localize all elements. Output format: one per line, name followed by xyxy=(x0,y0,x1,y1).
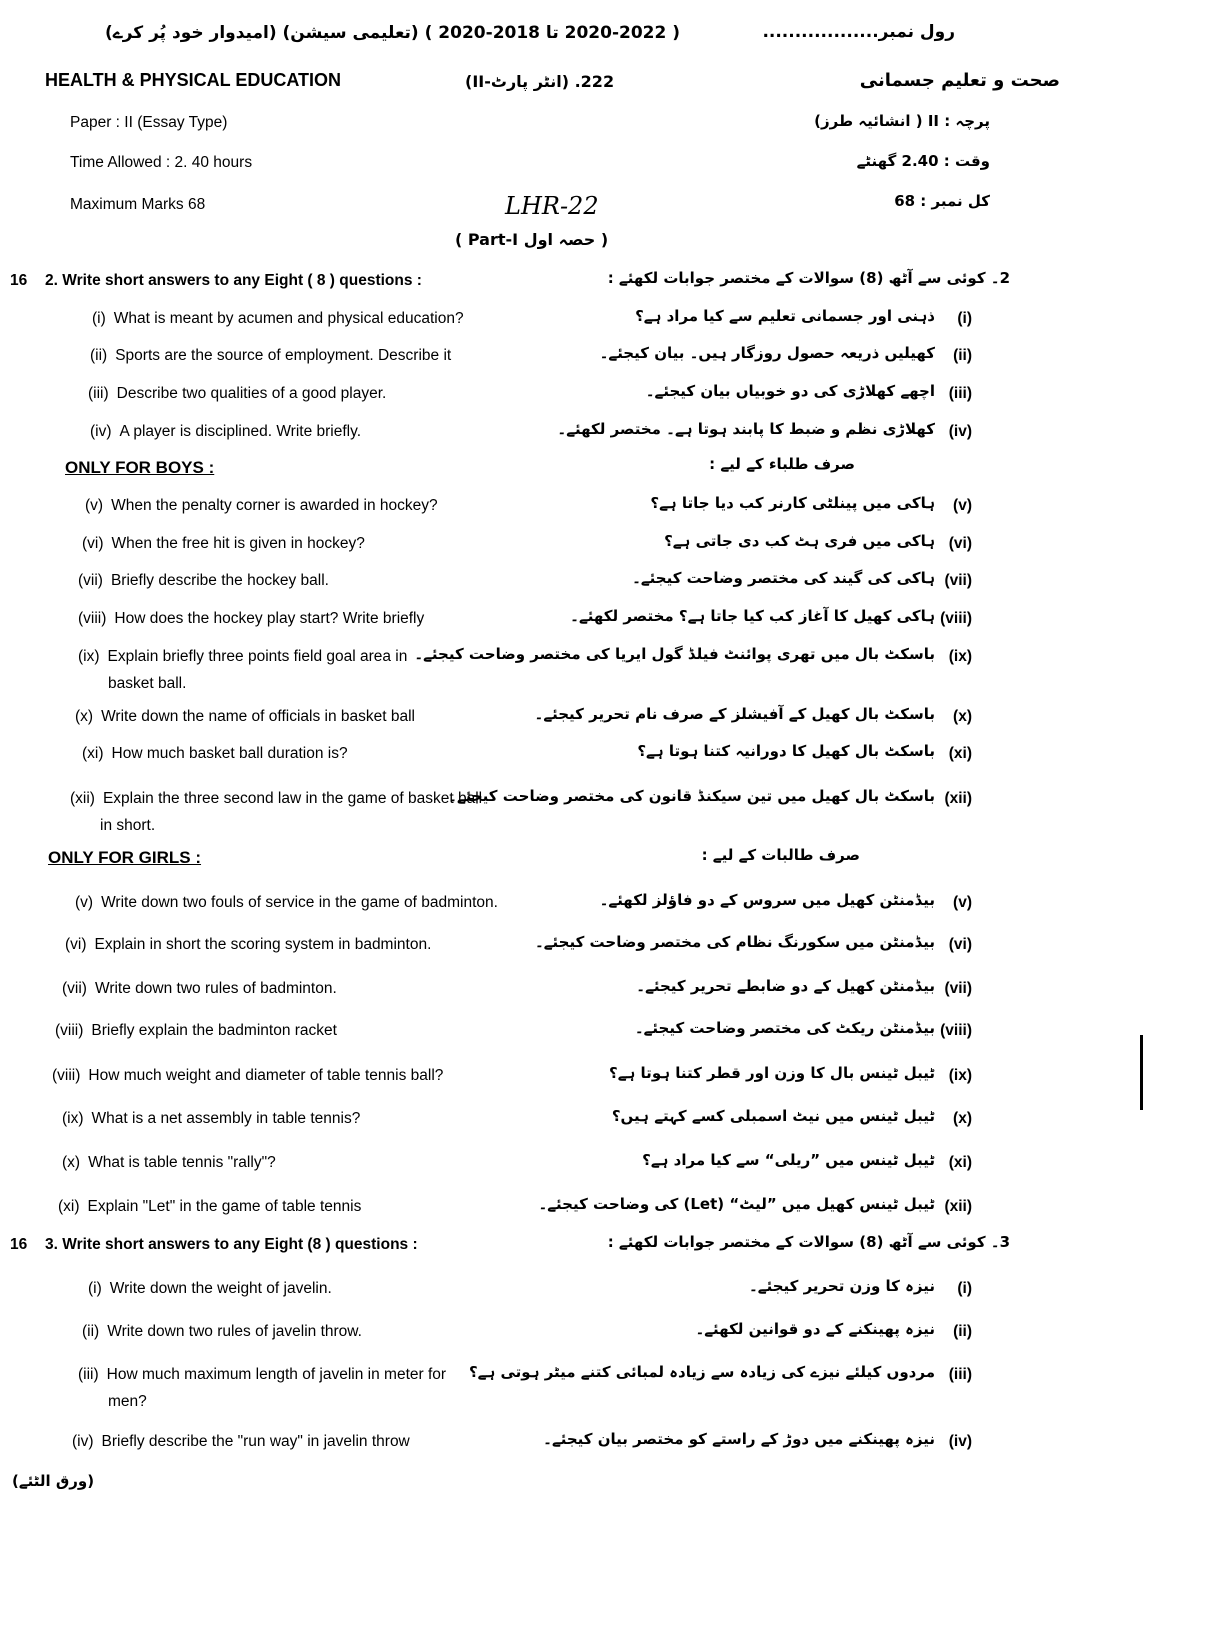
question-item-ur: ٹیبل ٹینس کھیل میں ”لیٹ“ (Let) کی وضاحت کیجئے۔ xyxy=(538,1195,935,1213)
item-number-ur: (x) xyxy=(953,1110,972,1127)
item-number-ur: (i) xyxy=(957,310,972,327)
item-number: (v) xyxy=(85,497,104,514)
item-text: Sports are the source of employment. Describe it xyxy=(115,347,452,364)
question-item-en xyxy=(70,790,482,808)
item-number: (viii) xyxy=(78,610,107,627)
item-text: Explain "Let" in the game of table tennis xyxy=(87,1198,362,1215)
paper-info-en: Paper : II (Essay Type) xyxy=(70,114,228,131)
item-number-ur: (iii) xyxy=(948,1366,972,1383)
item-number: (i) xyxy=(88,1280,102,1297)
question-item-en xyxy=(90,423,361,441)
question-item-ur: باسکٹ بال کھیل کا دورانیہ کتنا ہوتا ہے؟ xyxy=(637,742,935,760)
item-number-ur: (xi) xyxy=(948,745,972,762)
item-number-ur: (vi) xyxy=(948,936,972,953)
item-text: What is a net assembly in table tennis? xyxy=(91,1110,361,1127)
question-item-ur: ٹیبل ٹینس میں ”ریلی“ سے کیا مراد ہے؟ xyxy=(642,1151,935,1169)
item-number-ur: (ix) xyxy=(948,1067,972,1084)
item-text: Write down the weight of javelin. xyxy=(109,1280,332,1297)
item-number: (v) xyxy=(75,894,94,911)
item-number: (iii) xyxy=(88,385,109,402)
item-text: Explain in short the scoring system in badminton. xyxy=(94,936,432,953)
question-item-en xyxy=(75,708,415,726)
margin-mark xyxy=(1140,1035,1143,1110)
question-item-en xyxy=(65,936,431,954)
question-item-en xyxy=(62,1110,360,1128)
item-text: A player is disciplined. Write briefly. xyxy=(119,423,362,440)
question-item-en xyxy=(82,745,348,763)
item-number-ur: (v) xyxy=(953,894,972,911)
item-text-continued: men? xyxy=(108,1393,147,1410)
question-item-ur: بیڈمنٹن ریکٹ کی مختصر وضاحت کیجئے۔ xyxy=(634,1019,935,1037)
item-number: (viii) xyxy=(55,1022,84,1039)
question-item-en xyxy=(72,1433,410,1451)
question-item-ur: ہاکی کھیل کا آغاز کب کیا جاتا ہے؟ مختصر لکھئے۔ xyxy=(570,607,935,625)
item-number-ur: (i) xyxy=(957,1280,972,1297)
item-text: Write down two fouls of service in the game of badminton. xyxy=(101,894,498,911)
item-number: (ix) xyxy=(62,1110,84,1127)
question-item-en xyxy=(78,610,424,628)
item-number: (viii) xyxy=(52,1067,81,1084)
boys-heading-en: ONLY FOR BOYS : xyxy=(65,458,215,477)
question-item-ur: ہاکی میں فری ہٹ کب دی جاتی ہے؟ xyxy=(664,532,935,550)
boys-heading-ur: صرف طلباء کے لیے : xyxy=(709,455,855,473)
item-text: Explain briefly three points field goal area in xyxy=(107,648,408,665)
question-item-ur: نیزہ کا وزن تحریر کیجئے۔ xyxy=(749,1277,935,1295)
item-number-ur: (viii) xyxy=(940,610,972,627)
item-number: (vii) xyxy=(78,572,103,589)
item-text: What is meant by acumen and physical education? xyxy=(113,310,464,327)
item-number: (iv) xyxy=(90,423,112,440)
item-number-ur: (iii) xyxy=(948,385,972,402)
question-heading-en: 2. Write short answers to any Eight ( 8 ) questions : xyxy=(45,272,422,289)
question-item-en xyxy=(62,1154,276,1172)
item-number-ur: (ii) xyxy=(953,347,972,364)
session-line: ( 2020-2022 تا 2018-2020 ) (تعلیمی سیشن) (امیدوار خود پُر کرے) xyxy=(105,23,681,43)
item-text: When the penalty corner is awarded in hockey? xyxy=(111,497,438,514)
item-number-ur: (iv) xyxy=(948,1433,972,1450)
question-item-ur: باسکٹ بال کھیل کے آفیشلز کے صرف نام تحریر کیجئے۔ xyxy=(534,705,935,723)
item-number: (xi) xyxy=(58,1198,80,1215)
question-item-ur: ذہنی اور جسمانی تعلیم سے کیا مراد ہے؟ xyxy=(635,307,935,325)
question-heading-ur: 2۔ کوئی سے آٹھ (8) سوالات کے مختصر جوابات لکھئے : xyxy=(607,269,1010,287)
item-number: (x) xyxy=(75,708,94,725)
item-number: (xi) xyxy=(82,745,104,762)
item-number: (ix) xyxy=(78,648,100,665)
item-number-ur: (ii) xyxy=(953,1323,972,1340)
turn-over-note: (ورق الٹئے) xyxy=(12,1472,95,1490)
question-item-ur: ٹیبل ٹینس میں نیٹ اسمبلی کسے کہتے ہیں؟ xyxy=(611,1107,935,1125)
question-item-ur: باسکٹ بال میں تھری پوائنٹ فیلڈ گول ایریا کی مختصر وضاحت کیجئے۔ xyxy=(414,645,935,663)
girls-heading-ur: صرف طالبات کے لیے : xyxy=(701,846,860,864)
item-number: (x) xyxy=(62,1154,81,1171)
question-item-ur: اچھے کھلاڑی کی دو خوبیاں بیان کیجئے۔ xyxy=(645,382,935,400)
max-marks-ur: کل نمبر : 68 xyxy=(894,192,990,210)
item-text: Write down two rules of badminton. xyxy=(94,980,337,997)
question-item-ur: مردوں کیلئے نیزے کی زیادہ سے زیادہ لمبائی کتنے میٹر ہوتی ہے؟ xyxy=(468,1363,935,1381)
item-text: How much basket ball duration is? xyxy=(111,745,348,762)
item-text: How much maximum length of javelin in meter for xyxy=(106,1366,447,1383)
item-text: When the free hit is given in hockey? xyxy=(111,535,365,552)
item-number: (vi) xyxy=(65,936,87,953)
question-item-en xyxy=(88,385,386,403)
question-item-ur: بیڈمنٹن کھیل میں سروس کے دو فاؤلز لکھئے۔ xyxy=(599,891,935,909)
part-heading: ( Part-I حصہ اول ) xyxy=(455,230,609,249)
item-number-ur: (ix) xyxy=(948,648,972,665)
item-text: Write down the name of officials in basket ball xyxy=(101,708,415,725)
item-number: (iii) xyxy=(78,1366,99,1383)
item-number: (vii) xyxy=(62,980,87,997)
item-number: (ii) xyxy=(90,347,108,364)
item-number-ur: (xi) xyxy=(948,1154,972,1171)
item-number-ur: (viii) xyxy=(940,1022,972,1039)
time-allowed-ur: وقت : 2.40 گھنٹے xyxy=(856,152,990,170)
item-text: Briefly describe the hockey ball. xyxy=(110,572,329,589)
item-text: How much weight and diameter of table tennis ball? xyxy=(88,1067,444,1084)
paper-info-ur: پرچہ : II ( انشائیہ طرز) xyxy=(814,112,990,130)
question-item-ur: کھلاڑی نظم و ضبط کا پابند ہوتا ہے۔ مختصر لکھئے۔ xyxy=(557,420,935,438)
question-marks: 16 xyxy=(10,272,28,289)
max-marks-en: Maximum Marks 68 xyxy=(70,196,206,213)
item-text: How does the hockey play start? Write briefly xyxy=(114,610,425,627)
question-item-ur: بیڈمنٹن کھیل کے دو ضابطے تحریر کیجئے۔ xyxy=(636,977,935,995)
question-item-en xyxy=(58,1198,361,1216)
item-number-ur: (vi) xyxy=(948,535,972,552)
item-text: Write down two rules of javelin throw. xyxy=(107,1323,362,1340)
question-item-en xyxy=(88,1280,332,1298)
item-text: Briefly describe the "run way" in javelin throw xyxy=(101,1433,410,1450)
question-item-ur: ہاکی کی گیند کی مختصر وضاحت کیجئے۔ xyxy=(632,569,935,587)
question-item-en xyxy=(62,980,337,998)
item-number: (iv) xyxy=(72,1433,94,1450)
roll-number: رول نمبر.................. xyxy=(762,22,955,42)
question-item-ur: نیزہ پھینکنے کے دو قوانین لکھئے۔ xyxy=(695,1320,935,1338)
girls-heading-en: ONLY FOR GIRLS : xyxy=(48,848,202,867)
item-number: (ii) xyxy=(82,1323,100,1340)
time-allowed-en: Time Allowed : 2. 40 hours xyxy=(70,154,253,171)
item-number: (xii) xyxy=(70,790,95,807)
question-item-en xyxy=(78,572,329,590)
question-item-en xyxy=(75,894,498,912)
question-item-ur: باسکٹ بال کھیل میں تین سیکنڈ قانون کی مختصر وضاحت کیجئے۔ xyxy=(448,787,935,805)
question-item-en xyxy=(52,1067,443,1085)
item-number: (i) xyxy=(92,310,106,327)
item-text: Describe two qualities of a good player. xyxy=(116,385,387,402)
item-number-ur: (vii) xyxy=(944,980,972,997)
item-text-continued: in short. xyxy=(100,817,156,834)
subject-title-ur: صحت و تعلیم جسمانی xyxy=(859,70,1060,91)
item-number-ur: (vii) xyxy=(944,572,972,589)
question-item-ur: ٹیبل ٹینس بال کا وزن اور قطر کتنا ہوتا ہے؟ xyxy=(609,1064,935,1082)
item-number-ur: (iv) xyxy=(948,423,972,440)
item-text: Briefly explain the badminton racket xyxy=(91,1022,337,1039)
handwritten-code: LHR-22 xyxy=(505,192,599,220)
item-number-ur: (xii) xyxy=(944,1198,972,1215)
question-item-en xyxy=(82,1323,362,1341)
subject-code: 222. (انٹر پارٹ-II) xyxy=(465,72,615,91)
item-text: What is table tennis "rally"? xyxy=(88,1154,276,1171)
question-item-en xyxy=(78,1366,446,1384)
question-heading-en: 3. Write short answers to any Eight (8 ) questions : xyxy=(45,1236,418,1253)
item-text: Explain the three second law in the game of basket ball xyxy=(102,790,483,807)
question-item-en xyxy=(55,1022,337,1040)
question-item-en xyxy=(92,310,464,328)
question-item-en xyxy=(85,497,438,515)
question-item-ur: نیزہ پھینکنے میں دوڑ کے راستے کو مختصر بیان کیجئے۔ xyxy=(543,1430,935,1448)
item-text-continued: basket ball. xyxy=(108,675,187,692)
question-marks: 16 xyxy=(10,1236,28,1253)
question-item-en xyxy=(82,535,365,553)
question-item-en xyxy=(90,347,451,365)
question-item-en xyxy=(78,648,407,666)
question-item-ur: بیڈمنٹن میں سکورنگ نظام کی مختصر وضاحت کیجئے۔ xyxy=(534,933,935,951)
item-number-ur: (v) xyxy=(953,497,972,514)
question-item-ur: کھیلیں ذریعہ حصول روزگار ہیں۔ بیان کیجئے۔ xyxy=(599,344,935,362)
item-number-ur: (x) xyxy=(953,708,972,725)
item-number: (vi) xyxy=(82,535,104,552)
question-heading-ur: 3۔ کوئی سے آٹھ (8) سوالات کے مختصر جوابات لکھئے : xyxy=(607,1233,1010,1251)
question-item-ur: ہاکی میں پینلٹی کارنر کب دیا جاتا ہے؟ xyxy=(650,494,935,512)
subject-title-en: HEALTH & PHYSICAL EDUCATION xyxy=(45,70,342,90)
item-number-ur: (xii) xyxy=(944,790,972,807)
